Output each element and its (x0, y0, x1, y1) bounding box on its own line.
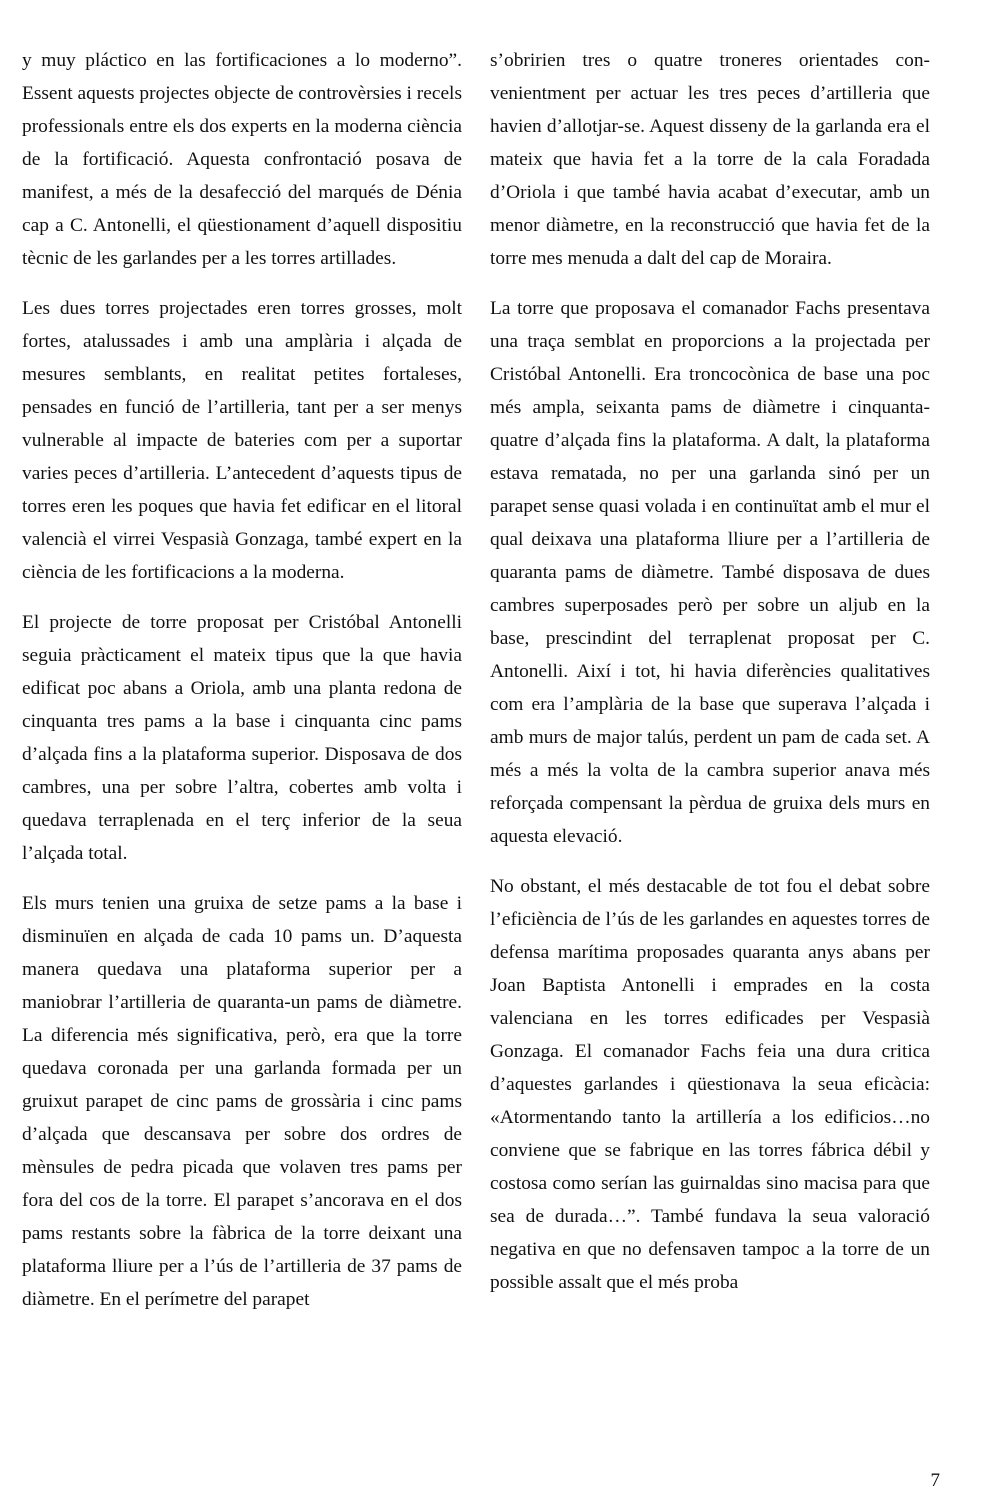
page-number: 7 (930, 1470, 940, 1491)
paragraph: No obstant, el més destacable de tot fou el debat sobre l’eficiència de l’ús de les garlandes en aquestes torres de defensa marítima proposades quaranta anys abans per Joan Baptista Antonelli i emprades en la costa valenciana en les torres edificades per Vespasià Gonzaga. El comanador Fachs feia una dura critica d’aquestes garlandes i qüestionava la seua eficàcia: «Atormentando tanto la artillería a los edificios…no conviene que se fabrique en las torres fábrica débil y costosa como serían las guirnaldas sino macisa para que sea de durada…”. També fundava la seua valoració negativa en que no defensaven tampoc a la torre de un possible assalt que el més proba (490, 876, 930, 1293)
paragraph: Les dues torres projectades eren torres grosses, molt fortes, atalussades i amb una amplària i alçada de mesures semblants, en realitat petites fortaleses, pensades en funció de l’artilleria, tant per a ser menys vulnerable al impacte de bateries com per a suportar varies peces d’artilleria. L’antecedent d’aquests tipus de torres eren les poques que havia fet edificar en el litoral valencià el virrei Vespasià Gonzaga, també expert en la ciència de les fortificacions a la moderna. (22, 298, 462, 583)
paragraph: Els murs tenien una gruixa de setze pams a la base i disminuïen en alçada de cada 10 pams un. D’aquesta manera quedava una plataforma superior per a maniobrar l’artilleria de quaranta-un pams de diàmetre. La diferencia més significativa, però, era que la torre quedava coronada per una garlanda formada per un gruixut parapet de cinc pams de grossària i cinc pams d’alçada que descansava per sobre dos ordres de mènsules de pedra picada que volaven tres pams per fora del cos de la torre. El parapet s’ancorava en el dos pams restants sobre la fàbrica de la torre deixant una plataforma lliure per a l’ús de l’artilleria de 37 pams de diàmetre. En el perímetre del parapet (22, 893, 462, 1310)
paragraph: La torre que proposava el comanador Fachs presentava una traça semblat en proporcions a la projectada per Cristóbal Antonelli. Era troncocònica de base una poc més ampla, seixanta pams de diàmetre i cinquanta-quatre d’alçada fins la plataforma. A dalt, la plataforma estava rematada, no per una garlanda sinó per un parapet sense quasi volada i en continuïtat amb el mur el qual deixava una plataforma lliure per a l’artilleria de quaranta pams de diàmetre. També disposava de dues cambres superposades però per sobre un aljub en la base, prescindint del terraplenat proposat per C. Antonelli. Així i tot, hi havia diferències qualitatives com era l’amplària de la base que superava l’alçada i amb murs de major talús, perdent un pam de cada set. A més a més la volta de la cambra superior anava més reforçada compensant la pèrdua de gruixa dels murs en aquesta elevació. (490, 298, 930, 847)
left-column (22, 44, 462, 1333)
right-column (490, 44, 930, 1316)
paragraph: s’obririen tres o quatre troneres orientades convenientment per actuar les tres peces d’artilleria que havien d’allotjar-se. Aquest disseny de la garlanda era el mateix que havia fet a la torre de la cala Foradada d’Oriola i que també havia acabat d’executar, amb un menor diàmetre, en la reconstrucció que havia fet de la torre mes menuda a dalt del cap de Moraira. (490, 50, 930, 269)
paragraph: y muy pláctico en las fortificaciones a lo moderno”. Essent aquests projectes objecte de controvèrsies i recels professionals entre els dos experts en la moderna ciència de la fortificació. Aquesta confrontació posava de manifest, a més de la desafecció del marqués de Dénia cap a C. Antonelli, el qüestionament d’aquell dispositiu tècnic de les garlandes per a les torres artillades. (22, 50, 462, 269)
paragraph: El projecte de torre proposat per Cristóbal Antonelli seguia pràcticament el mateix tipus que la que havia edificat poc abans a Oriola, amb una planta redona de cinquanta tres pams a la base i cinquanta cinc pams d’alçada fins a la plataforma superior. Disposava de dos cambres, una per sobre l’altra, cobertes amb volta i quedava terraplenada en el terç inferior de la seua l’alçada total. (22, 612, 462, 864)
